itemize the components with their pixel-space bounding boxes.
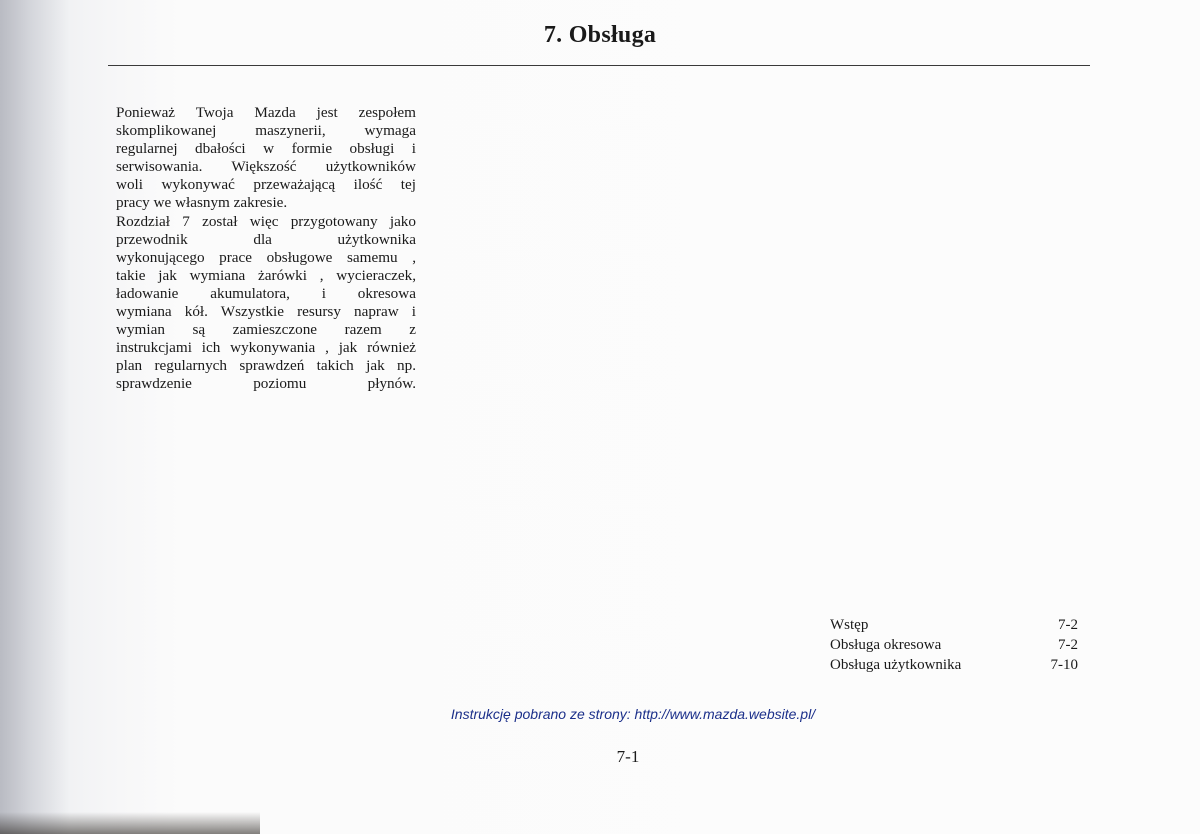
- chapter-contents: [830, 615, 1078, 675]
- intro-line: przewodnik dla użytkownika: [116, 230, 416, 248]
- intro-line: pracy we własnym zakresie.: [116, 194, 288, 212]
- toc-entry: [830, 615, 1078, 635]
- header-rule: [108, 65, 1090, 66]
- toc-entry-title: Obsługa okresowa: [830, 637, 942, 653]
- intro-line: takie jak wymiana żarówki , wycieraczek,: [116, 266, 416, 284]
- toc-entry-page: 7-10: [1050, 657, 1078, 673]
- intro-line: serwisowania. Większość użytkowników: [116, 158, 416, 176]
- chapter-title: 7. Obsługa: [543, 22, 657, 48]
- intro-paragraph: [116, 104, 416, 394]
- intro-line: sprawdzenie poziomu płynów.: [116, 375, 416, 393]
- toc-entry: [830, 655, 1078, 675]
- toc-entry-title: Wstęp: [830, 617, 869, 633]
- toc-entry-title: Obsługa użytkownika: [830, 657, 962, 673]
- page-number: 7-1: [616, 747, 640, 766]
- intro-line: skomplikowanej maszynerii, wymaga: [116, 122, 416, 140]
- intro-line: Ponieważ Twoja Mazda jest zespołem: [116, 104, 416, 121]
- toc-entry-page: 7-2: [1058, 637, 1078, 653]
- source-link-text: Instrukcję pobrano ze strony: http://www.mazda.website.pl/: [450, 706, 816, 722]
- intro-line: woli wykonywać przeważającą ilość tej: [116, 176, 416, 194]
- toc-entry-page: 7-2: [1058, 617, 1078, 633]
- intro-line: Rozdział 7 został więc przygotowany jako: [116, 212, 416, 230]
- intro-line: instrukcjami ich wykonywania , jak również: [116, 339, 416, 357]
- intro-line: regularnej dbałości w formie obsługi i: [116, 140, 416, 158]
- intro-line: ładowanie akumulatora, i okresowa: [116, 284, 416, 302]
- toc-entry: [830, 635, 1078, 655]
- intro-line: wymiana kół. Wszystkie resursy napraw i: [116, 303, 416, 321]
- intro-line: wymian są zamieszczone razem z: [116, 321, 416, 339]
- intro-line: wykonującego prace obsługowe samemu ,: [116, 248, 416, 266]
- intro-line: plan regularnych sprawdzeń takich jak np.: [116, 357, 416, 375]
- page-edge-shadow: [0, 812, 260, 834]
